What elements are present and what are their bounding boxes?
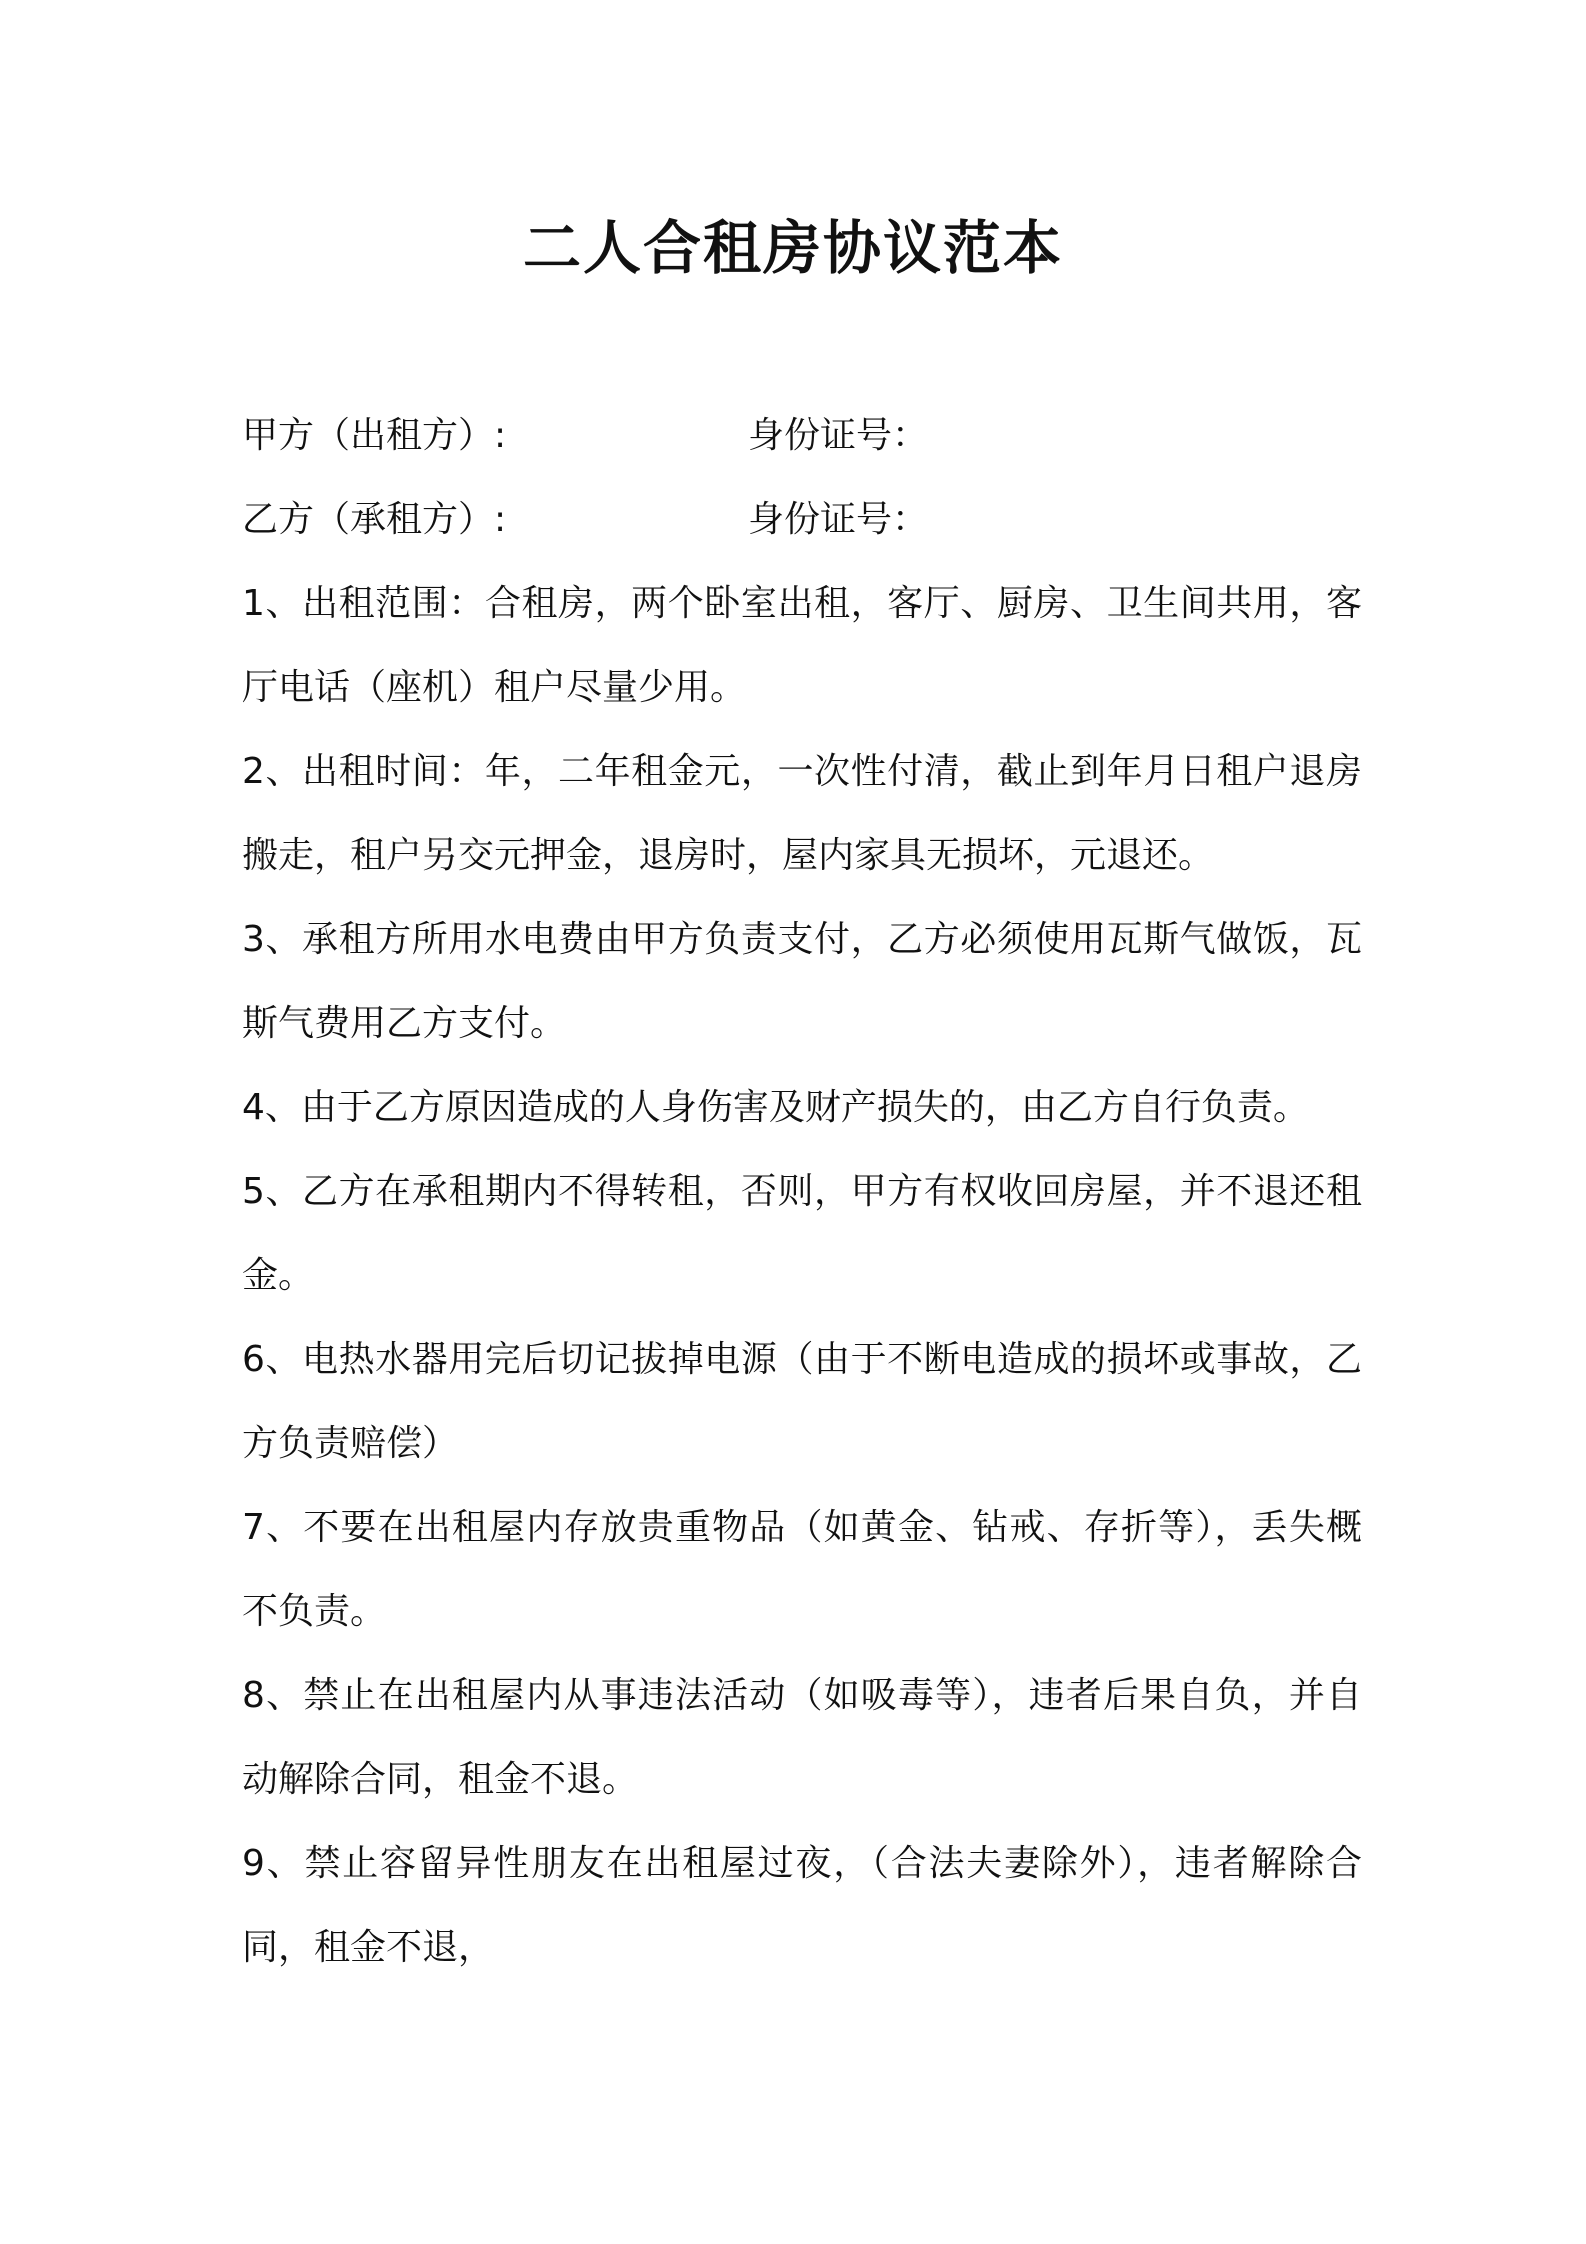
clause-9: 9、禁止容留异性朋友在出租屋过夜，（合法夫妻除外），违者解除合同，租金不退， <box>242 1843 1362 1968</box>
clause-8: 8、禁止在出租屋内从事违法活动（如吸毒等），违者后果自负，并自动解除合同，租金不退。 <box>242 1675 1362 1800</box>
clause-4: 4、由于乙方原因造成的人身伤害及财产损失的，由乙方自行负责。 <box>242 1087 1309 1128</box>
party-a-row <box>242 394 1392 478</box>
clause-list <box>242 562 1362 1990</box>
clause-6: 6、电热水器用完后切记拔掉电源（由于不断电造成的损坏或事故，乙方负责赔偿） <box>242 1339 1362 1464</box>
party-b-row <box>242 478 1392 562</box>
party-a-label: 甲方（出租方）: <box>242 415 507 456</box>
document-title: 二人合租房协议范本 <box>522 214 1063 282</box>
clause-3: 3、承租方所用水电费由甲方负责支付，乙方必须使用瓦斯气做饭，瓦斯气费用乙方支付。 <box>242 919 1362 1044</box>
clause-5: 5、乙方在承租期内不得转租，否则，甲方有权收回房屋，并不退还租金。 <box>242 1171 1362 1296</box>
party-b-id-label: 身份证号： <box>748 499 929 540</box>
party-a-id-label: 身份证号： <box>748 415 929 456</box>
clause-1: 1、出租范围：合租房，两个卧室出租，客厅、厨房、卫生间共用，客厅电话（座机）租户尽量少用。 <box>242 583 1362 708</box>
clause-7: 7、不要在出租屋内存放贵重物品（如黄金、钻戒、存折等），丢失概不负责。 <box>242 1507 1362 1632</box>
party-b-label: 乙方（承租方）: <box>242 499 507 540</box>
clause-2: 2、出租时间：年，二年租金元，一次性付清，截止到年月日租户退房搬走，租户另交元押金，退房时，屋内家具无损坏，元退还。 <box>242 751 1362 876</box>
